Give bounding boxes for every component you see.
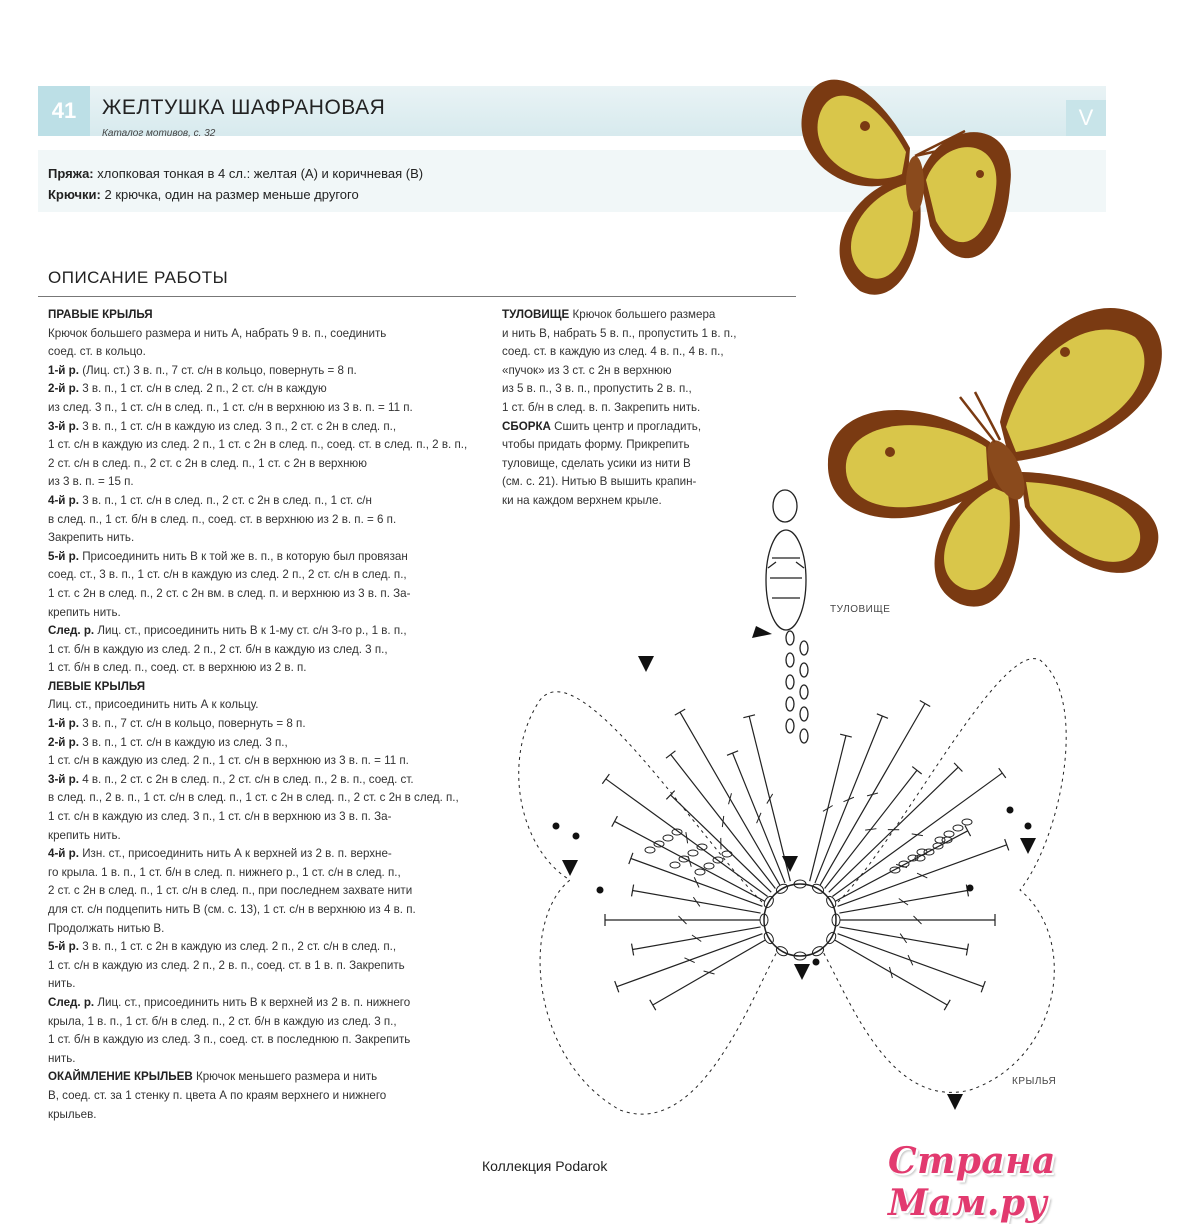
chain-stitch bbox=[917, 849, 927, 855]
instruction-line bbox=[502, 362, 782, 381]
instruction-text: ки на каждом верхнем крыле. bbox=[502, 494, 662, 507]
instruction-line bbox=[48, 455, 498, 474]
right-upper-stitch-slash bbox=[865, 829, 876, 830]
instruction-line bbox=[48, 566, 498, 585]
yarn-text: хлопковая тонкая в 4 сл.: желтая (А) и коричневая (В) bbox=[94, 166, 423, 181]
direction-arrow bbox=[638, 656, 654, 672]
chain-stitch bbox=[695, 869, 705, 875]
instruction-line bbox=[48, 436, 498, 455]
instruction-text: нить. bbox=[48, 1052, 75, 1065]
instruction-text: в след. п., 2 в. п., 1 ст. с/н в след. п., 1 ст. с 2н в след. п., 2 ст. с 2н в след. п., bbox=[48, 791, 459, 804]
instruction-line bbox=[48, 808, 498, 827]
row-label: 4-й р. bbox=[48, 847, 79, 860]
slip-stitch-dot bbox=[967, 885, 974, 892]
yarn-label: Пряжа: bbox=[48, 166, 94, 181]
instruction-line bbox=[48, 1013, 498, 1032]
instruction-line bbox=[48, 548, 498, 567]
instruction-text: крыльев. bbox=[48, 1108, 97, 1121]
direction-arrow bbox=[947, 1094, 963, 1110]
instruction-text: 3 в. п., 1 ст. с/н в след. п., 2 ст. с 2н в след. п., 1 ст. с/н bbox=[79, 494, 372, 507]
instruction-line bbox=[48, 641, 498, 660]
instruction-line bbox=[48, 1087, 498, 1106]
instruction-text: Лиц. ст., присоединить нить В к верхней из 2 в. п. нижнего bbox=[94, 996, 410, 1009]
instruction-text: «пучок» из 3 ст. с 2н в верхнюю bbox=[502, 364, 672, 377]
instruction-line bbox=[48, 473, 498, 492]
instruction-text: В, соед. ст. за 1 стенку п. цвета А по краям верхнего и нижнего bbox=[48, 1089, 386, 1102]
center-ring bbox=[764, 884, 836, 956]
instruction-text: Лиц. ст., присоединить нить В к 1-му ст. с/н 3-го р., 1 в. п., bbox=[94, 624, 406, 637]
right-upper-stitch-tick bbox=[999, 768, 1006, 778]
instruction-line bbox=[48, 845, 498, 864]
row-label: 5-й р. bbox=[48, 940, 79, 953]
slip-stitch-dot bbox=[813, 959, 820, 966]
instruction-line bbox=[502, 492, 782, 511]
instruction-text: 3 в. п., 1 ст. с 2н в каждую из след. 2 п., 2 ст. с/н в след. п., bbox=[79, 940, 396, 953]
instruction-line bbox=[48, 659, 498, 678]
instruction-text: Лиц. ст., присоединить нить А к кольцу. bbox=[48, 698, 259, 711]
pattern-number: 41 bbox=[38, 86, 90, 136]
hooks-text: 2 крючка, один на размер меньше другого bbox=[101, 187, 359, 202]
row-label: 5-й р. bbox=[48, 550, 79, 563]
row-label: 2-й р. bbox=[48, 736, 79, 749]
right-upper-stitch-tick bbox=[912, 767, 921, 774]
instruction-text: крепить нить. bbox=[48, 829, 121, 842]
chain-stitch bbox=[663, 835, 673, 841]
chain-stitch bbox=[688, 850, 698, 856]
left-lower-stitch-tick bbox=[650, 1000, 656, 1010]
instruction-text: 1 ст. с/н в каждую из след. 2 п., 2 в. п., соед. ст. в 1 в. п. Закрепить bbox=[48, 959, 405, 972]
instruction-line bbox=[502, 380, 782, 399]
instruction-text: 1 ст. б/н в каждую из след. 3 п., соед. ст. в последнюю п. Закрепить bbox=[48, 1033, 410, 1046]
left-upper-stitch-slash bbox=[767, 794, 773, 804]
subsection-heading: ЛЕВЫЕ КРЫЛЬЯ bbox=[48, 678, 498, 697]
instruction-line bbox=[48, 789, 498, 808]
instruction-line bbox=[48, 399, 498, 418]
row-label: 3-й р. bbox=[48, 420, 79, 433]
instruction-text: 3 в. п., 1 ст. с/н в след. 2 п., 2 ст. с/н в каждую bbox=[79, 382, 327, 395]
instruction-line bbox=[48, 1068, 498, 1087]
instruction-text: (см. с. 21). Нитью В вышить крапин- bbox=[502, 475, 696, 488]
instruction-text: крыла, 1 в. п., 1 ст. б/н в след. п., 2 ст. б/н в каждую из след. 3 п., bbox=[48, 1015, 397, 1028]
instruction-text: 2 ст. с/н в след. п., 2 ст. с 2н в след. п., 1 ст. с 2н в верхнюю bbox=[48, 457, 367, 470]
row-label: 3-й р. bbox=[48, 773, 79, 786]
chain-stitch bbox=[670, 862, 680, 868]
row-label: След. р. bbox=[48, 996, 94, 1009]
instruction-text: 3 в. п., 1 ст. с/н в каждую из след. 3 п., 2 ст. с 2н в след. п., bbox=[79, 420, 396, 433]
instruction-text: соед. ст. в каждую из след. 4 в. п., 4 в. п., bbox=[502, 345, 724, 358]
instruction-line bbox=[48, 604, 498, 623]
instruction-line bbox=[48, 362, 498, 381]
chain-stitch bbox=[944, 831, 954, 837]
slip-stitch-dot bbox=[1025, 823, 1032, 830]
instruction-line bbox=[48, 901, 498, 920]
instruction-line bbox=[48, 696, 498, 715]
slip-stitch-dot bbox=[1007, 807, 1014, 814]
instruction-text: из 3 в. п. = 15 п. bbox=[48, 475, 134, 488]
instruction-line bbox=[502, 436, 782, 455]
instruction-line bbox=[48, 343, 498, 362]
instruction-text: 2 ст. с 2н в след. п., 1 ст. с/н в след. п., при последнем захвате нити bbox=[48, 884, 412, 897]
site-watermark-logo: Страна Мам.ру bbox=[888, 1140, 1186, 1224]
instruction-line bbox=[48, 511, 498, 530]
row-label: ТУЛОВИЩЕ bbox=[502, 308, 569, 321]
instruction-line bbox=[502, 399, 782, 418]
instruction-line bbox=[48, 715, 498, 734]
instruction-line bbox=[48, 585, 498, 604]
direction-arrow bbox=[794, 964, 810, 980]
chain-stitch bbox=[704, 863, 714, 869]
instruction-line bbox=[48, 957, 498, 976]
subsection-heading: ПРАВЫЕ КРЫЛЬЯ bbox=[48, 306, 498, 325]
direction-arrow bbox=[782, 856, 798, 872]
instruction-text: в след. п., 1 ст. б/н в след. п., соед. ст. в верхнюю из 2 в. п. = 6 п. bbox=[48, 513, 396, 526]
instruction-text: Изн. ст., присоединить нить А к верхней из 2 в. п. верхне- bbox=[79, 847, 392, 860]
instruction-line bbox=[48, 622, 498, 641]
instruction-line bbox=[48, 882, 498, 901]
section-rule bbox=[38, 296, 796, 297]
instruction-line bbox=[48, 752, 498, 771]
instruction-line bbox=[48, 492, 498, 511]
instruction-line bbox=[48, 325, 498, 344]
instruction-text: 3 в. п., 7 ст. с/н в кольцо, повернуть = 8 п. bbox=[79, 717, 306, 730]
row-label: 1-й р. bbox=[48, 364, 79, 377]
hooks-line bbox=[48, 187, 359, 202]
instruction-line bbox=[48, 1106, 498, 1125]
instruction-text: туловище, сделать усики из нити В bbox=[502, 457, 691, 470]
left-upper-stitch-slash bbox=[722, 816, 723, 827]
chain-stitch bbox=[654, 841, 664, 847]
instructions-right-column bbox=[502, 306, 782, 511]
chain-stitch bbox=[962, 819, 972, 825]
instruction-text: Крючок большего размера bbox=[569, 308, 715, 321]
direction-arrow bbox=[562, 860, 578, 876]
chain-stitch bbox=[645, 847, 655, 853]
instruction-line bbox=[502, 343, 782, 362]
row-label: След. р. bbox=[48, 624, 94, 637]
instruction-line bbox=[502, 325, 782, 344]
left-upper-stitch-tick bbox=[675, 709, 685, 715]
instruction-text: для ст. с/н подцепить нить В (см. с. 13), 1 ст. с/н в верхнюю из 4 в. п. bbox=[48, 903, 416, 916]
instruction-line bbox=[48, 1050, 498, 1069]
chain-stitch bbox=[953, 825, 963, 831]
right-lower-stitch-tick bbox=[944, 1000, 950, 1010]
instruction-text: и нить В, набрать 5 в. п., пропустить 1 в. п., bbox=[502, 327, 737, 340]
butterfly-photo-top bbox=[790, 56, 1020, 306]
instruction-text: 1 ст. с/н в каждую из след. 3 п., 1 ст. с/н в верхнюю из 3 в. п. За- bbox=[48, 810, 391, 823]
instruction-line bbox=[48, 994, 498, 1013]
instruction-text: 1 ст. с/н в каждую из след. 2 п., 1 ст. с/н в верхнюю из 3 в. п. = 11 п. bbox=[48, 754, 409, 767]
instruction-line bbox=[48, 938, 498, 957]
page-title: ЖЕЛТУШКА ШАФРАНОВАЯ bbox=[102, 96, 385, 120]
slip-stitch-dot bbox=[597, 887, 604, 894]
instruction-text: Закрепить нить. bbox=[48, 531, 134, 544]
section-title: ОПИСАНИЕ РАБОТЫ bbox=[48, 268, 228, 288]
instruction-line bbox=[502, 455, 782, 474]
chain-stitch bbox=[935, 837, 945, 843]
instruction-line bbox=[48, 380, 498, 399]
left-upper-stitch-tick bbox=[612, 816, 618, 827]
instruction-line bbox=[48, 864, 498, 883]
left-upper-stitch-slash bbox=[729, 793, 732, 804]
instruction-line bbox=[48, 529, 498, 548]
instruction-text: из след. 3 п., 1 ст. с/н в след. п., 1 ст. с/н в верхнюю из 3 в. п. = 11 п. bbox=[48, 401, 413, 414]
instruction-line bbox=[48, 1031, 498, 1050]
instruction-text: Присоединить нить В к той же в. п., в которую был провязан bbox=[79, 550, 408, 563]
left-wing-outline bbox=[519, 692, 778, 1114]
instruction-text: 1 ст. б/н в каждую из след. 2 п., 2 ст. б/н в каждую из след. 3 п., bbox=[48, 643, 388, 656]
instruction-text: 1 ст. с/н в каждую из след. 2 п., 1 ст. с 2н в след. п., соед. ст. в след. п., 2 в. п., bbox=[48, 438, 467, 451]
instruction-line bbox=[502, 306, 782, 325]
row-label: 1-й р. bbox=[48, 717, 79, 730]
hooks-label: Крючки: bbox=[48, 187, 101, 202]
direction-arrow bbox=[1020, 838, 1036, 854]
chapter-tab: V bbox=[1066, 100, 1106, 136]
instruction-line bbox=[48, 418, 498, 437]
chain-stitch bbox=[722, 851, 732, 857]
instruction-text: 1 ст. б/н в след. п., соед. ст. в верхнюю из 2 в. п. bbox=[48, 661, 307, 674]
catalog-reference: Каталог мотивов, с. 32 bbox=[102, 128, 215, 139]
instruction-text: 1 ст. б/н в след. в. п. Закрепить нить. bbox=[502, 401, 700, 414]
left-upper-stitch-tick bbox=[666, 751, 675, 758]
wings-diagram-label: КРЫЛЬЯ bbox=[1012, 1076, 1056, 1087]
instruction-text: из 5 в. п., 3 в. п., пропустить 2 в. п., bbox=[502, 382, 692, 395]
row-label: ОКАЙМЛЕНИЕ КРЫЛЬЕВ bbox=[48, 1070, 193, 1083]
chain-stitch bbox=[899, 861, 909, 867]
collection-footer: Коллекция Podarok bbox=[482, 1158, 607, 1174]
slip-stitch-dot bbox=[553, 823, 560, 830]
instruction-text: (Лиц. ст.) 3 в. п., 7 ст. с/н в кольцо, повернуть = 8 п. bbox=[79, 364, 357, 377]
instruction-line bbox=[48, 771, 498, 790]
instruction-text: Крючок меньшего размера и нить bbox=[193, 1070, 377, 1083]
instruction-line bbox=[502, 473, 782, 492]
instruction-text: Продолжать нитью В. bbox=[48, 922, 164, 935]
right-upper-stitch-tick bbox=[965, 826, 971, 837]
right-wing-outline bbox=[822, 659, 1066, 1093]
yarn-line bbox=[48, 166, 423, 181]
instruction-text: соед. ст., 3 в. п., 1 ст. с/н в каждую из след. 2 п., 2 ст. с/н в след. п., bbox=[48, 568, 407, 581]
instruction-text: 3 в. п., 1 ст. с/н в каждую из след. 3 п., bbox=[79, 736, 288, 749]
wings-chart-diagram bbox=[500, 640, 1080, 1140]
left-lower-stitch-slash bbox=[704, 971, 715, 974]
butterfly-photo-bottom bbox=[820, 292, 1170, 612]
instruction-text: соед. ст. в кольцо. bbox=[48, 345, 146, 358]
instruction-text: 1 ст. с 2н в след. п., 2 ст. с 2н вм. в след. п. и верхнюю из 3 в. п. За- bbox=[48, 587, 410, 600]
instruction-line bbox=[48, 975, 498, 994]
instruction-line bbox=[502, 418, 782, 437]
instruction-line bbox=[48, 734, 498, 753]
instruction-text: го крыла. 1 в. п., 1 ст. б/н в след. п. нижнего р., 1 ст. с/н в след. п., bbox=[48, 866, 401, 879]
left-upper-stitch-tick bbox=[602, 774, 609, 784]
instruction-text: 4 в. п., 2 ст. с 2н в след. п., 2 ст. с/н в след. п., 2 в. п., соед. ст. bbox=[79, 773, 414, 786]
instruction-line bbox=[48, 827, 498, 846]
instruction-text: Сшить центр и прогладить, bbox=[551, 420, 701, 433]
slip-stitch-dot bbox=[573, 833, 580, 840]
body-diagram-label: ТУЛОВИЩЕ bbox=[830, 604, 890, 615]
row-label: 2-й р. bbox=[48, 382, 79, 395]
instruction-text: чтобы придать форму. Прикрепить bbox=[502, 438, 690, 451]
row-label: СБОРКА bbox=[502, 420, 551, 433]
instruction-text: крепить нить. bbox=[48, 606, 121, 619]
row-label: 4-й р. bbox=[48, 494, 79, 507]
instructions-left-column bbox=[48, 306, 498, 1124]
right-upper-stitch-tick bbox=[920, 700, 930, 706]
instruction-text: Крючок большего размера и нить А, набрать 9 в. п., соединить bbox=[48, 327, 386, 340]
instruction-line bbox=[48, 920, 498, 939]
instruction-text: нить. bbox=[48, 977, 75, 990]
